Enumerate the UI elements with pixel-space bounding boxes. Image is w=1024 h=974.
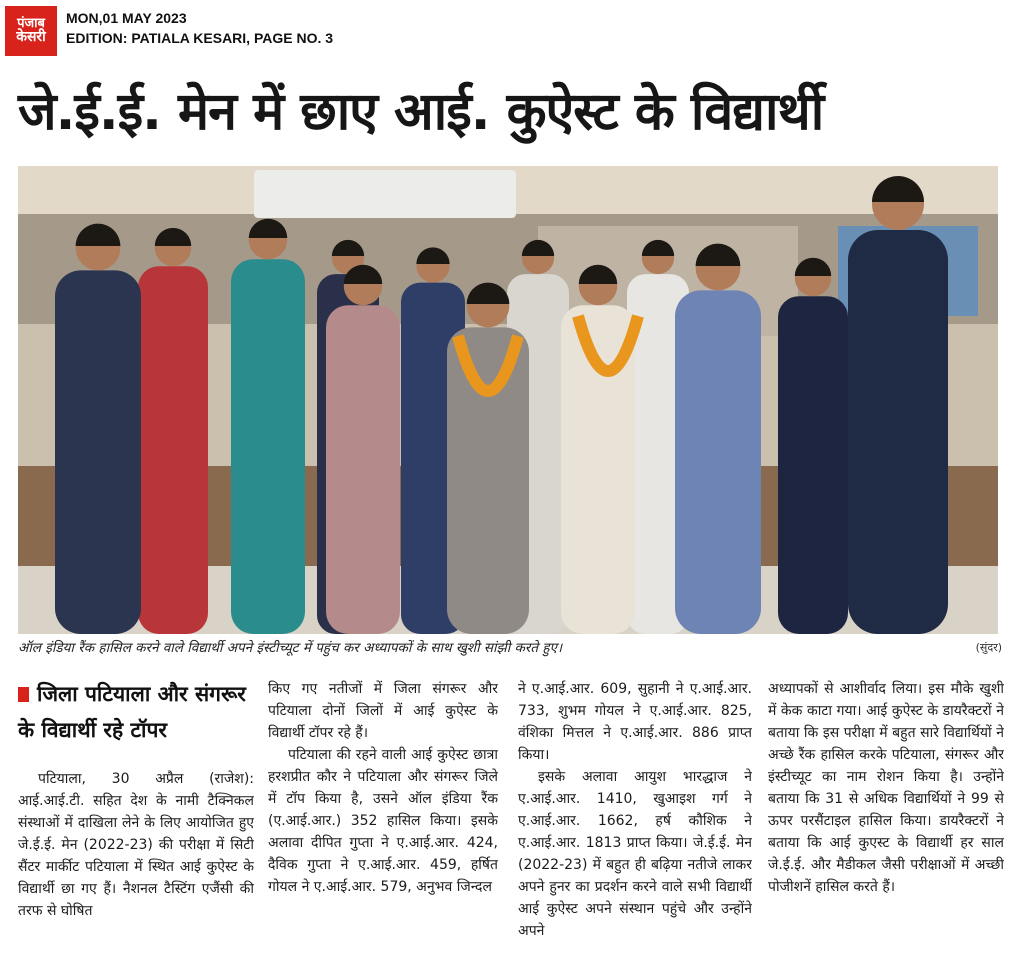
body-column-2: [268, 678, 498, 968]
person-body: [231, 259, 305, 634]
person-body: [55, 270, 141, 634]
body-paragraph: अध्यापकों से आशीर्वाद लिया। इस मौके खुशी में केक काटा गया। आई कुऐस्ट के डायरैक्टरों ने बताया कि इस परीक्षा में बहुत सारे विद्यार्थियों ने अच्छे रैंक हासिल करके पटियाला, संगरूर और इंस्टीच्यूट का नाम रोशन किया है। उन्होंने बताया कि 31 से अधिक विद्यार्थियों ने 99 से ऊपर परसैंटाइल हासिल किया। डायरैक्टरों ने बताया कि आई कुएस्ट के विद्यार्थी हर साल जे.ई.ई. और मैडीकल जैसी परीक्षाओं में अच्छी पोजीशनें हासिल करते हैं।: [768, 681, 1004, 895]
article-headline: जे.ई.ई. मेन में छाए आई. कुऐस्ट के विद्यार्थी: [18, 82, 824, 142]
publication-date: MON,01 MAY 2023: [66, 10, 187, 26]
body-paragraph: इसके अलावा आयुश भारद्धाज ने ए.आई.आर. 1410, खुआइश गर्ग ने ए.आई.आर. 1662, हर्ष कौशिक ने ए.आई.आर. 1813 प्राप्त किया। जे.ई.ई. मेन (2022-23) में बहुत ही बढ़िया नतीजे लाकर अपने हुनर का प्रदर्शन करने वाले सभी विद्यार्थी आई कुऐस्ट अपने संस्थान पहुंचे और उन्होंने अपने: [518, 769, 752, 939]
photo-credit: (सुंदर): [975, 641, 1002, 654]
body-column-1: [18, 768, 254, 968]
body-column-3: [518, 678, 752, 968]
logo-line-2: केसरी: [16, 29, 46, 46]
person-body: [326, 305, 400, 634]
person-body: [447, 327, 529, 634]
article-subhead: [18, 676, 258, 748]
body-paragraph: ने ए.आई.आर. 609, सुहानी ने ए.आई.आर. 733, शुभम गोयल ने ए.आई.आर. 825, वंशिका मित्तल ने ए.आई.आर. 886 प्राप्त किया।: [518, 681, 752, 763]
newspaper-logo: [5, 6, 57, 56]
subhead-text: जिला पटियाला और संगरूर के विद्यार्थी रहे टॉपर: [18, 682, 246, 742]
person-body: [138, 266, 208, 634]
group-photo-illustration: [18, 166, 998, 634]
subhead-marker-icon: [18, 687, 29, 702]
body-paragraph: किए गए नतीजों में जिला संगरूर और पटियाला दोनों जिलों में आई कुऐस्ट के विद्यार्थी टॉपर रहे हैं।: [268, 681, 498, 741]
group-photo: [18, 166, 998, 634]
body-paragraph: पटियाला की रहने वाली आई कुऐस्ट छात्रा हरशप्रीत कौर ने पटियाला और संगरूर जिले में टॉप किया है, उसने ऑल इंडिया रैंक (ए.आई.आर.) 352 हासिल किया। इसके अलावा दीपित गुप्ता ने ए.आई.आर. 424, दैविक गुप्ता ने ए.आई.आर. 459, हर्षित गोयल ने ए.आई.आर. 579, अनुभव जिन्दल: [268, 747, 498, 895]
person-body: [848, 230, 948, 634]
logo-line-1: पंजाब: [17, 15, 45, 31]
photo-caption: ऑल इंडिया रैंक हासिल करने वाले विद्यार्थी अपने इंस्टीच्यूट में पहुंच कर अध्यापकों के साथ खुशी सांझी करते हुए।: [18, 640, 563, 656]
body-paragraph: पटियाला, 30 अप्रैल (राजेश): आई.आई.टी. सहित देश के नामी टैक्निकल संस्थाओं में दाखिला लेने के लिए आयोजित हुए जे.ई.ई. मेन (2022-23) की परीक्षा में सिटी सैंटर मार्कीट पटियाला में स्थित आई कुऐस्ट के विद्यार्थी छा गए हैं। नैशनल टैस्टिंग एजैंसी की तरफ से घोषित: [18, 771, 254, 919]
edition-meta: [66, 8, 333, 48]
body-column-4: [768, 678, 1004, 968]
edition-info: EDITION: PATIALA KESARI, PAGE NO. 3: [66, 30, 334, 46]
person-body: [778, 296, 848, 634]
person-body: [675, 290, 761, 634]
